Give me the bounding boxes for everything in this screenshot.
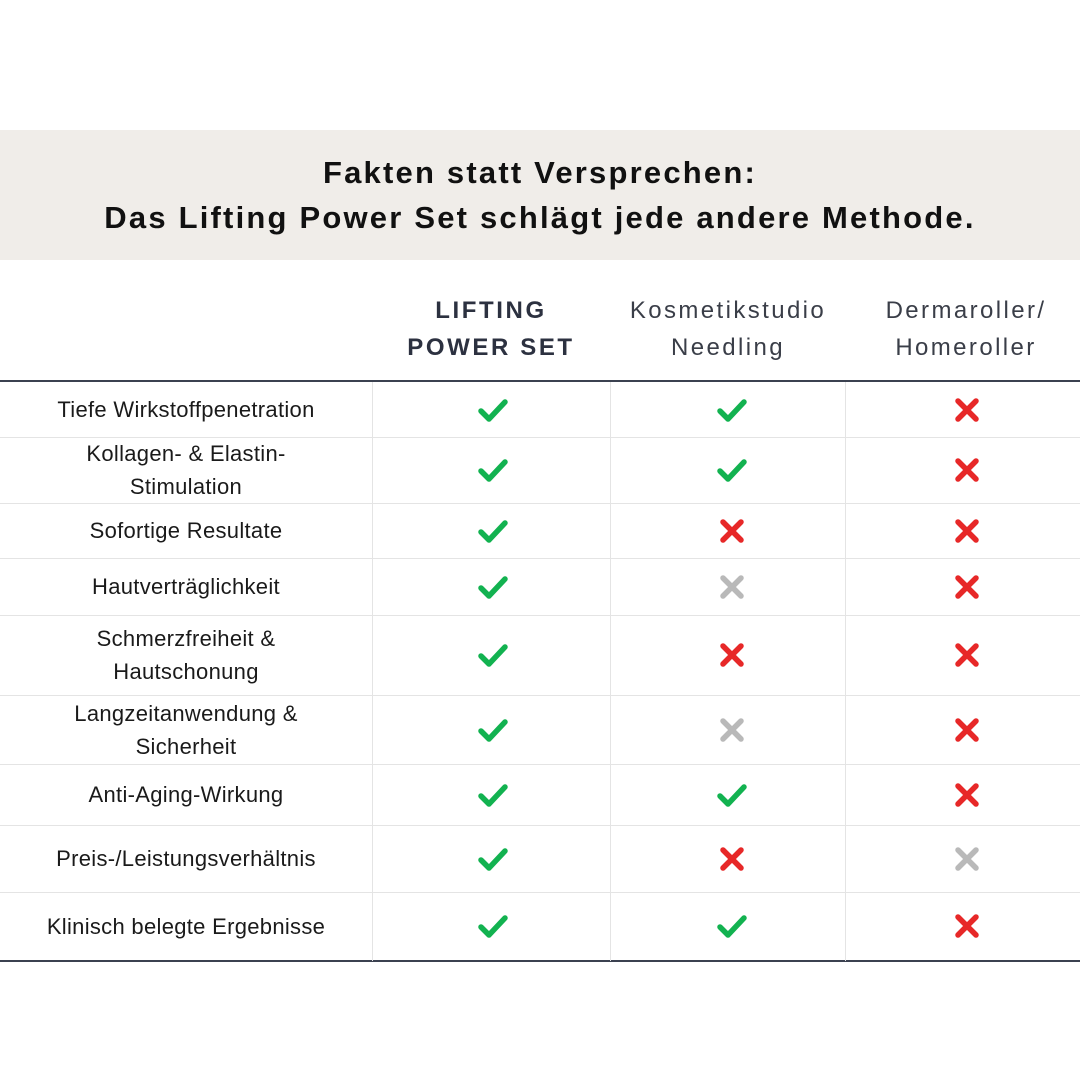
column-header-line: Homeroller	[895, 334, 1037, 361]
neutral-cross-icon	[947, 839, 987, 879]
check-icon	[473, 775, 513, 815]
row-label: Klinisch belegte Ergebnisse	[46, 913, 326, 939]
headline-line-2: Das Lifting Power Set schlägt jede andere Methode.	[104, 200, 976, 235]
row-label: Kollagen- & Elastin- Stimulation	[86, 441, 286, 499]
headline-line-1: Fakten statt Versprechen:	[322, 155, 758, 190]
check-icon	[473, 635, 513, 675]
check-icon	[473, 710, 513, 750]
row-label: Tiefe Wirkstoffpenetration	[57, 397, 315, 422]
row-label: Langzeitanwendung & Sicherheit	[74, 700, 298, 759]
table-bottom-rule	[0, 960, 1080, 962]
check-icon	[712, 775, 752, 815]
column-header-line: Kosmetikstudio	[629, 297, 827, 324]
cross-icon	[947, 511, 987, 551]
neutral-cross-icon	[712, 567, 752, 607]
check-icon	[712, 390, 752, 430]
row-label: Preis-/Leistungsverhältnis	[56, 846, 316, 871]
cross-icon	[712, 511, 752, 551]
cross-icon	[947, 906, 987, 946]
table-row	[0, 437, 1080, 503]
cross-icon	[947, 710, 987, 750]
column-header-line: LIFTING	[435, 297, 547, 324]
table-row	[0, 503, 1080, 558]
check-icon	[473, 450, 513, 490]
check-icon	[712, 906, 752, 946]
table-row	[0, 695, 1080, 764]
cross-icon	[947, 390, 987, 430]
check-icon	[473, 511, 513, 551]
column-header-line: Dermaroller/	[885, 297, 1047, 324]
column-header-lifting-power-set	[372, 292, 610, 372]
cross-icon	[947, 635, 987, 675]
cross-icon	[947, 775, 987, 815]
cross-icon	[947, 450, 987, 490]
neutral-cross-icon	[712, 710, 752, 750]
table-row	[0, 558, 1080, 615]
column-header-dermaroller	[846, 292, 1080, 372]
cross-icon	[712, 635, 752, 675]
cross-icon	[712, 839, 752, 879]
table-row	[0, 825, 1080, 892]
table-row	[0, 892, 1080, 960]
column-header-line: Needling	[671, 334, 785, 361]
check-icon	[473, 839, 513, 879]
table-row	[0, 615, 1080, 695]
headline-banner	[0, 130, 1080, 260]
check-icon	[473, 906, 513, 946]
check-icon	[712, 450, 752, 490]
row-label: Sofortige Resultate	[89, 518, 283, 543]
check-icon	[473, 567, 513, 607]
row-label: Schmerzfreiheit & Hautschonung	[96, 626, 276, 684]
column-header-line: POWER SET	[407, 334, 575, 361]
column-header-kosmetikstudio	[610, 292, 846, 372]
table-row	[0, 382, 1080, 437]
check-icon	[473, 390, 513, 430]
cross-icon	[947, 567, 987, 607]
table-row	[0, 764, 1080, 825]
row-label: Anti-Aging-Wirkung	[88, 782, 284, 807]
row-label: Hautverträglichkeit	[92, 574, 280, 599]
